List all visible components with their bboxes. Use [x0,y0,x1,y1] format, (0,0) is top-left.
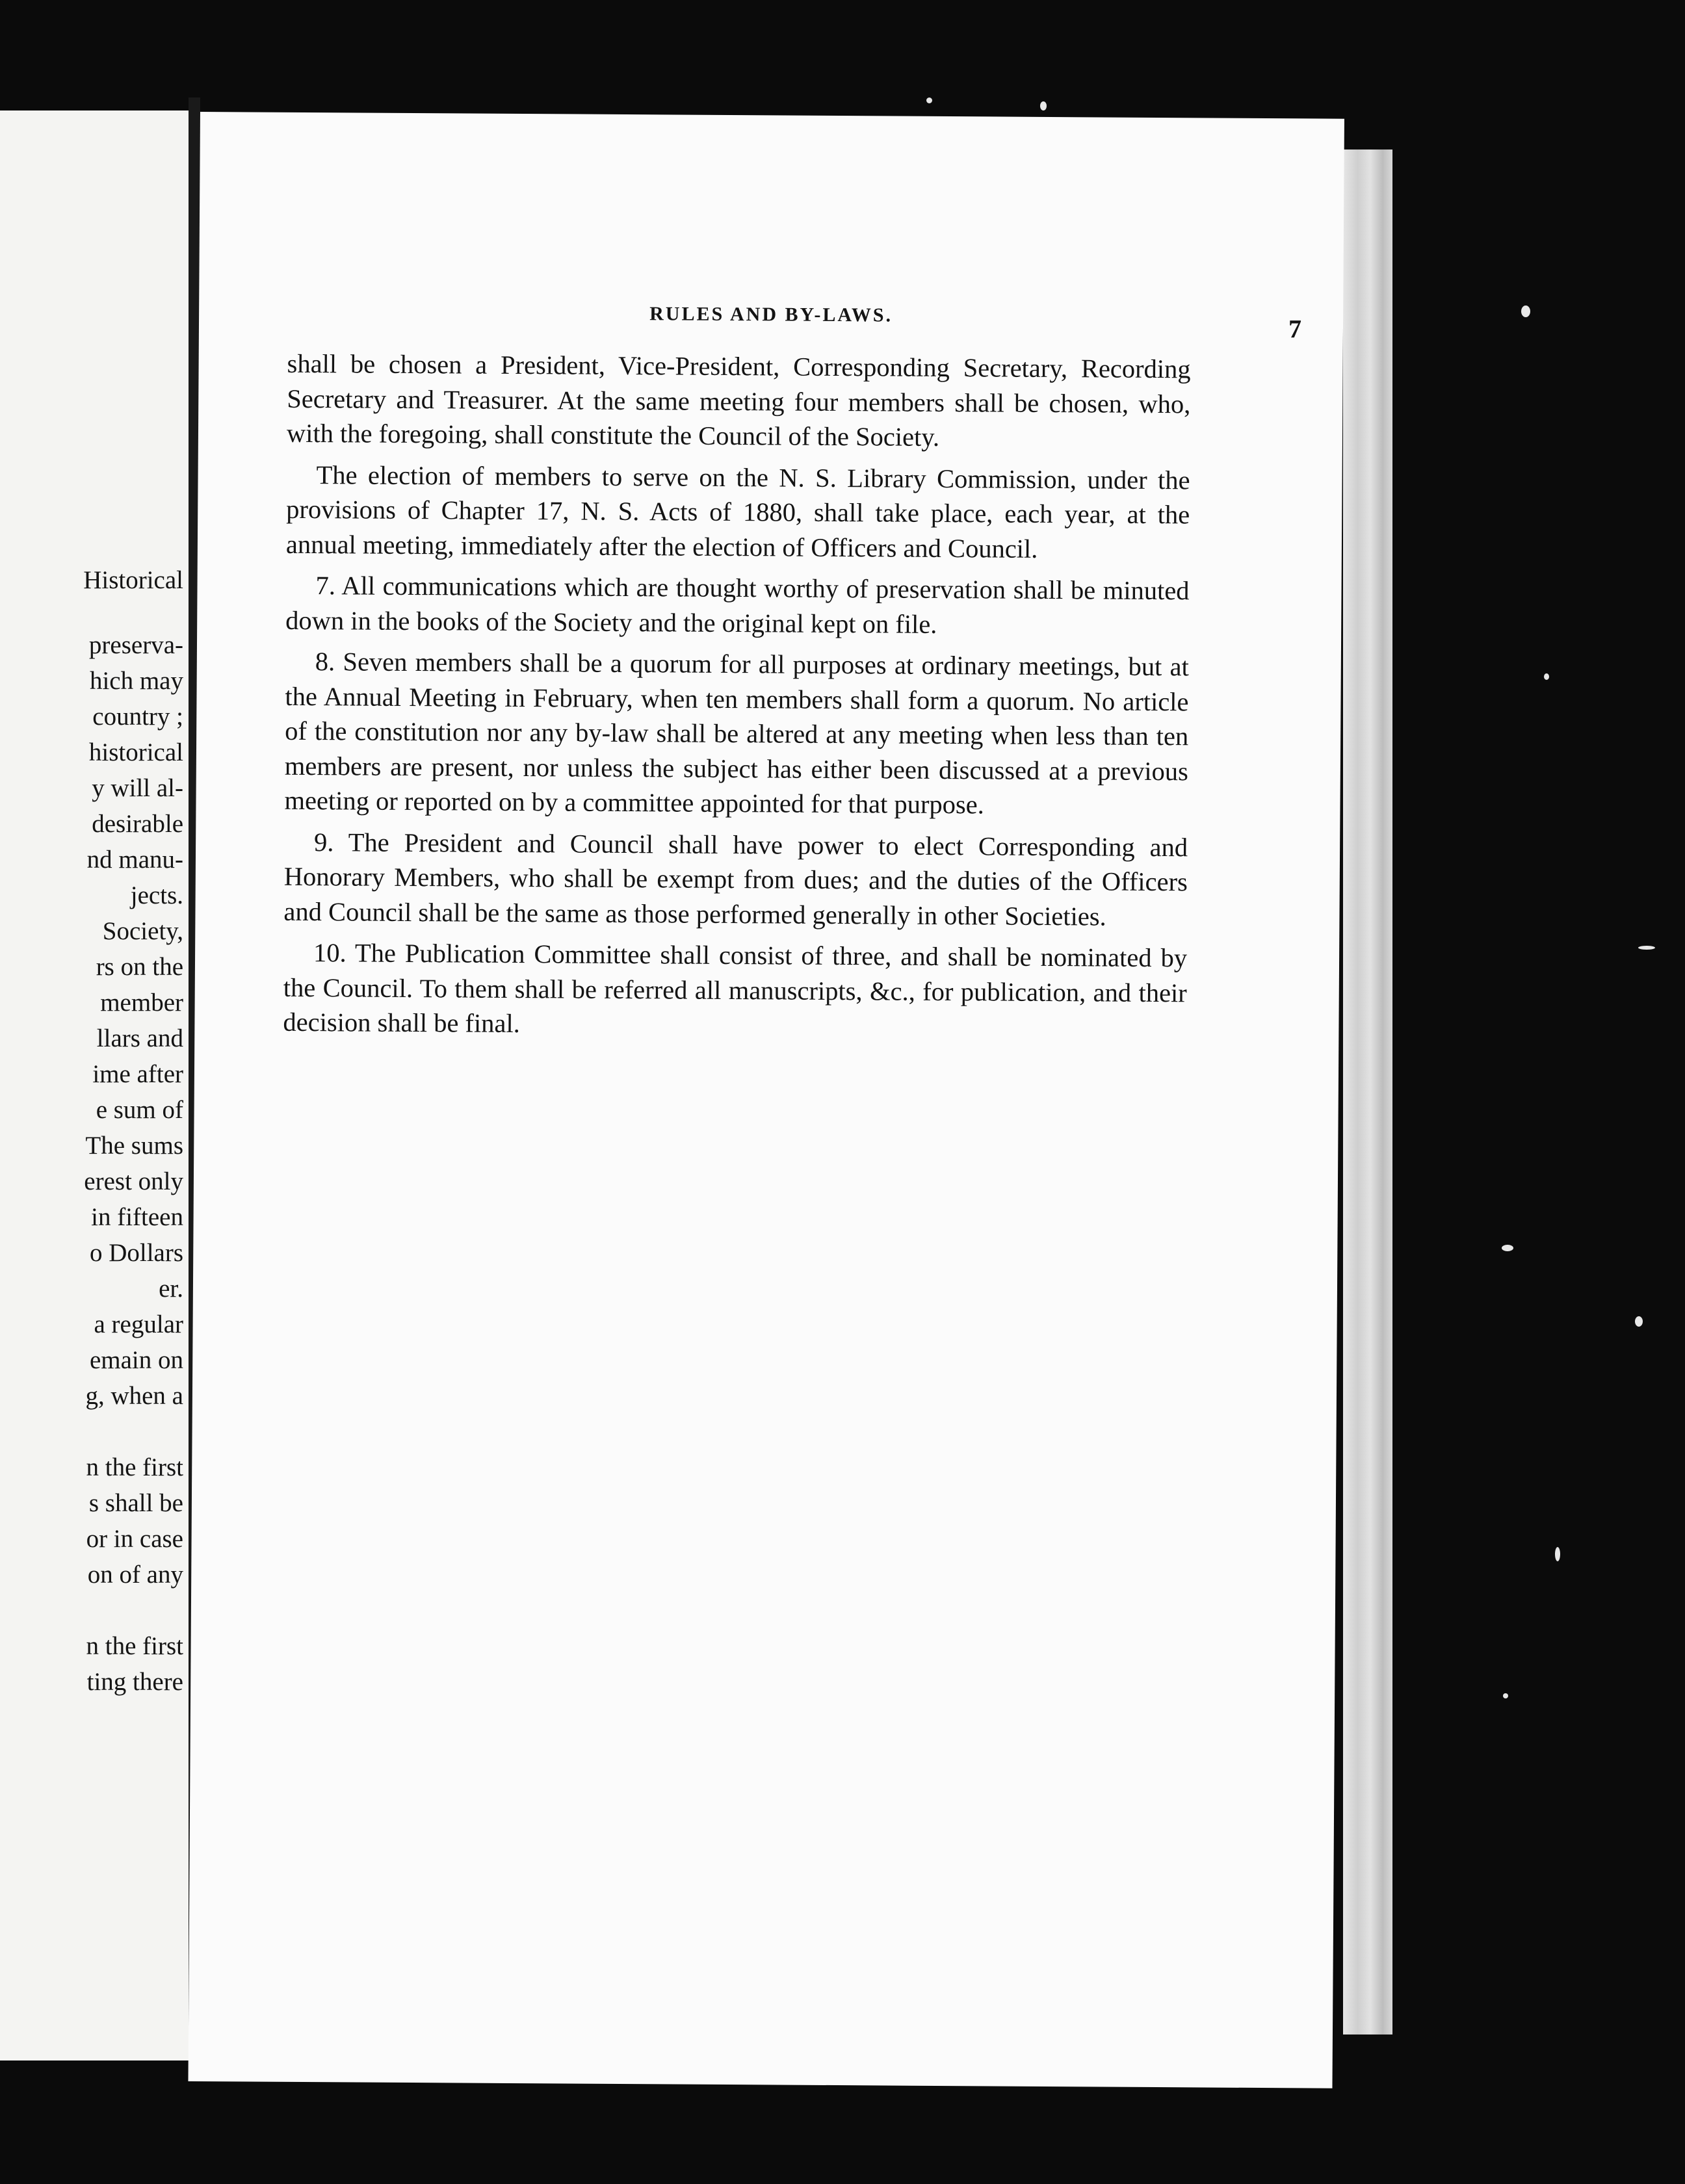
left-line: s shall be [88,1489,183,1517]
dust-speck [1544,673,1549,680]
left-line: ting there [86,1668,183,1696]
left-line: or in case [86,1525,183,1553]
left-line: y will al- [92,774,183,802]
paragraph: 10. The Publication Committee shall consist of three, and shall be nominated by the Council. To them shall be referred all manuscripts, &c., for publication, and their decision shall be final. [283,938,1188,1039]
paragraph: 9. The President and Council shall have power to elect Corresponding and Honorary Members, who shall be exempt from dues; and the duties of the Officers and Council shall be the same as those performed generally in other Societies. [283,827,1188,931]
body-text [283,346,1191,1052]
left-line: ime after [92,1060,183,1088]
left-line: emain on [89,1346,183,1374]
dust-speck [926,98,932,103]
left-line: historical [88,738,183,766]
dust-speck [1635,1316,1643,1327]
left-line: Historical [83,566,183,594]
paragraph: The election of members to serve on the N. S. Library Commission, under the provisions of Chapter 17, N. S. Acts of 1880, shall take place, each year, at the annual meeting, immediately after the election of Officers and Council. [285,460,1190,564]
left-line: nd manu- [86,846,183,874]
running-head: RULES AND BY-LAWS. [649,303,893,326]
left-line: The sums [85,1132,183,1160]
left-line: hich may [89,667,183,695]
left-line: n the first [86,1453,183,1481]
left-page-fragment [0,110,189,2060]
paragraph: shall be chosen a President, Vice-President, Corresponding Secretary, Recording Secretary and Treasurer. At the same meeting four members shall be chosen, who, with the foregoing, shall constitute the Council of the Society. [286,348,1191,452]
dust-speck [1503,1693,1508,1698]
dust-speck [1555,1547,1560,1561]
left-line: o Dollars [89,1239,183,1267]
left-line: erest only [84,1167,183,1195]
left-line: rs on the [96,953,183,981]
paragraph: 7. All communications which are thought worthy of preservation shall be minuted down in the books of the Society and the original kept on file. [285,571,1190,639]
paragraph: 8. Seven members shall be a quorum for all purposes at ordinary meetings, but at the Annual Meeting in February, when ten members shall form a quorum. No article of the constitution nor any by-law shall be altered at any meeting when less than ten members are present, nor unless the subject has either been discussed at a previous meeting or reported on by a committee appointed for that purpose. [284,647,1189,820]
left-line: er. [159,1275,183,1303]
book-page [188,112,1344,2088]
left-line: on of any [87,1561,183,1589]
left-line: a regular [94,1310,183,1338]
left-line: n the first [86,1632,183,1660]
page-number: 7 [1288,314,1302,344]
dust-speck [1502,1245,1513,1251]
dust-speck [1040,101,1047,110]
left-line: g, when a [85,1382,183,1410]
left-line: in fifteen [91,1203,183,1231]
dust-speck [1638,946,1655,950]
left-line: e sum of [96,1096,183,1124]
left-line: Society, [102,917,183,945]
left-line: llars and [96,1024,183,1052]
left-line: jects. [130,881,183,909]
left-line: preserva- [88,631,183,659]
page-edges [1343,150,1392,2034]
left-line: country ; [92,703,183,731]
dust-speck [1521,306,1530,317]
left-line: desirable [92,810,183,838]
left-line: member [100,989,183,1017]
